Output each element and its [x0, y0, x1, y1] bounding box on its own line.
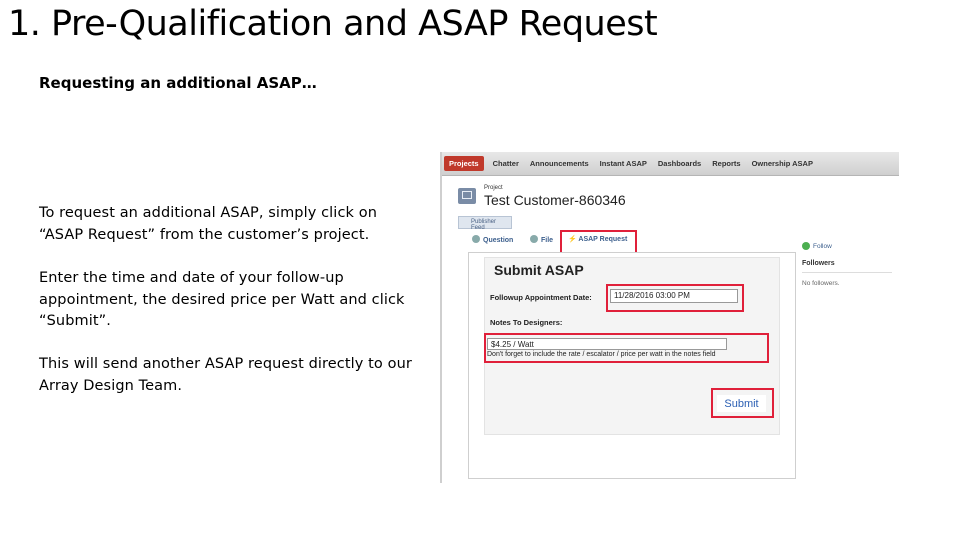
notes-highlight	[484, 333, 769, 363]
no-followers-text: No followers.	[802, 280, 840, 287]
follow-button[interactable]	[802, 242, 832, 250]
project-label: Project	[484, 185, 503, 191]
asap-request-label: ASAP Request	[578, 236, 628, 243]
followers-divider	[802, 272, 892, 273]
lightning-icon: ⚡	[568, 236, 577, 243]
tab-chatter[interactable]: Chatter	[492, 159, 519, 168]
tab-dashboards[interactable]: Dashboards	[657, 159, 702, 168]
followup-date-highlight	[606, 284, 744, 312]
form-title: Submit ASAP	[494, 262, 584, 278]
file-action[interactable]	[530, 235, 553, 244]
tab-projects[interactable]: Projects	[444, 156, 484, 171]
instruction-paragraph-2: Enter the time and date of your follow-up appointment, the desired price per Watt and click “Submit”.	[39, 270, 405, 329]
tab-ownership-asap[interactable]: Ownership ASAP	[751, 159, 813, 168]
followup-date-label: Followup Appointment Date:	[490, 293, 592, 302]
publisher-feed-button[interactable]: Publisher Feed	[458, 216, 512, 229]
top-nav-bar	[442, 152, 899, 176]
tab-announcements[interactable]: Announcements	[529, 159, 589, 168]
tab-instant-asap[interactable]: Instant ASAP	[599, 159, 647, 168]
instruction-paragraph-1: To request an additional ASAP, simply click on “ASAP Request” from the customer’s project.	[39, 205, 377, 243]
submit-highlight	[711, 388, 774, 418]
instruction-paragraph-3: This will send another ASAP request directly to our Array Design Team.	[39, 356, 412, 394]
question-label: Question	[483, 237, 514, 244]
tab-reports[interactable]: Reports	[712, 159, 741, 168]
followup-date-input[interactable]: 11/28/2016 03:00 PM	[610, 289, 738, 303]
file-label: File	[541, 237, 554, 244]
app-screenshot	[440, 152, 899, 483]
project-icon	[458, 188, 476, 204]
slide-subtitle: Requesting an additional ASAP…	[39, 74, 317, 92]
notes-input[interactable]: $4.25 / Watt	[487, 338, 727, 350]
slide-title: 1. Pre-Qualification and ASAP Request	[8, 4, 658, 44]
question-icon	[472, 235, 480, 243]
submit-button[interactable]: Submit	[717, 395, 766, 412]
notes-hint: Don't forget to include the rate / escalator / price per watt in the notes field	[487, 351, 716, 358]
notes-label: Notes To Designers:	[490, 318, 563, 327]
file-icon	[530, 235, 538, 243]
question-action[interactable]	[472, 235, 513, 244]
followers-heading: Followers	[802, 260, 835, 267]
project-name: Test Customer-860346	[484, 192, 626, 208]
follow-plus-icon	[802, 242, 810, 250]
follow-label: Follow	[813, 243, 832, 250]
